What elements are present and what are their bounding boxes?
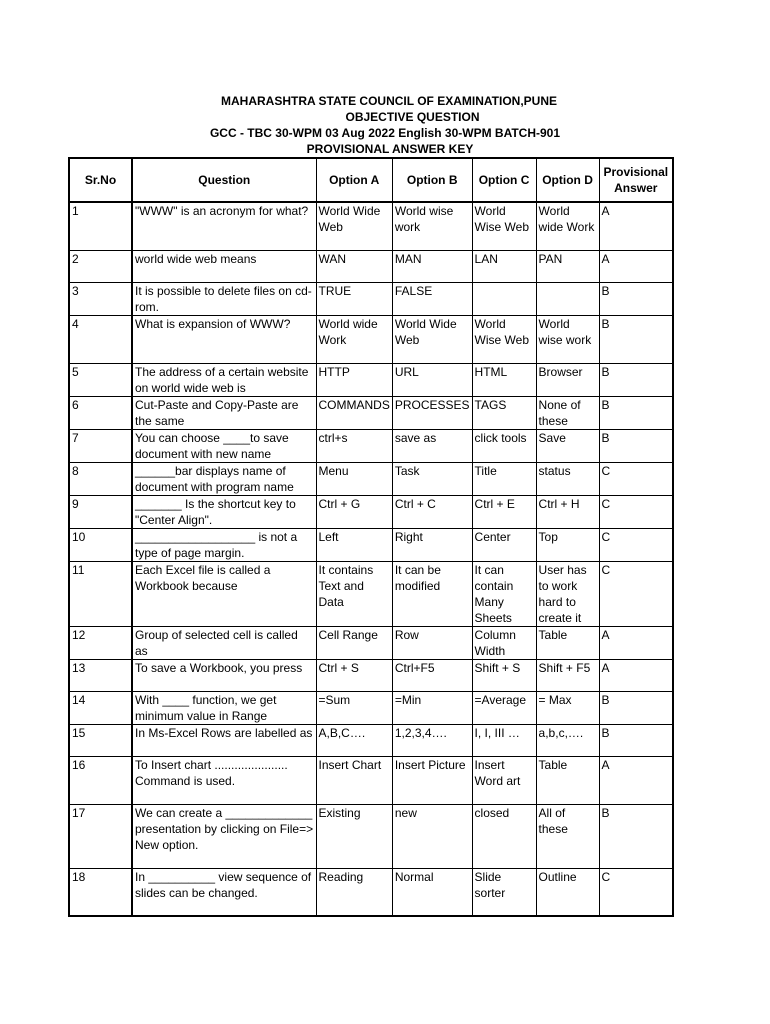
- document-header: [0, 93, 770, 157]
- answer-cell: C: [599, 462, 673, 495]
- option-d-cell: Top: [536, 528, 599, 561]
- table-row: [69, 724, 673, 756]
- header-title: PROVISIONAL ANSWER KEY: [306, 142, 474, 156]
- answer-cell: A: [599, 250, 673, 282]
- option-a-cell: WAN: [316, 250, 392, 282]
- option-c-cell: World Wise Web: [472, 202, 536, 250]
- option-b-cell: Task: [392, 462, 472, 495]
- answer-cell: B: [599, 724, 673, 756]
- table-row: [69, 462, 673, 495]
- sr-cell: 17: [69, 804, 132, 868]
- sr-cell: 2: [69, 250, 132, 282]
- answer-cell: A: [599, 756, 673, 804]
- option-d-cell: = Max: [536, 691, 599, 724]
- col-header-question: Question: [132, 158, 316, 202]
- option-c-cell: Ctrl + E: [472, 495, 536, 528]
- answer-cell: B: [599, 396, 673, 429]
- header-row: [69, 158, 673, 202]
- question-cell: The address of a certain website on world wide web is: [132, 363, 316, 396]
- option-b-cell: Row: [392, 626, 472, 659]
- option-c-cell: LAN: [472, 250, 536, 282]
- answer-cell: A: [599, 202, 673, 250]
- option-a-cell: TRUE: [316, 282, 392, 315]
- option-d-cell: World wide Work: [536, 202, 599, 250]
- option-c-cell: World Wise Web: [472, 315, 536, 363]
- sr-cell: 3: [69, 282, 132, 315]
- option-a-cell: Menu: [316, 462, 392, 495]
- option-a-cell: Existing: [316, 804, 392, 868]
- option-a-cell: HTTP: [316, 363, 392, 396]
- question-cell: It is possible to delete files on cd-rom.: [132, 282, 316, 315]
- option-a-cell: Left: [316, 528, 392, 561]
- col-header-option-c: Option C: [472, 158, 536, 202]
- question-cell: Each Excel file is called a Workbook because: [132, 561, 316, 626]
- option-c-cell: Slide sorter: [472, 868, 536, 916]
- question-cell: world wide web means: [132, 250, 316, 282]
- option-c-cell: TAGS: [472, 396, 536, 429]
- option-d-cell: Save: [536, 429, 599, 462]
- question-cell: To save a Workbook, you press: [132, 659, 316, 691]
- option-a-cell: World Wide Web: [316, 202, 392, 250]
- answer-cell: B: [599, 429, 673, 462]
- option-b-cell: World wise work: [392, 202, 472, 250]
- table-row: [69, 528, 673, 561]
- table-row: [69, 756, 673, 804]
- option-a-cell: World wide Work: [316, 315, 392, 363]
- sr-cell: 5: [69, 363, 132, 396]
- table-row: [69, 282, 673, 315]
- option-d-cell: All of these: [536, 804, 599, 868]
- option-b-cell: FALSE: [392, 282, 472, 315]
- option-b-cell: World Wide Web: [392, 315, 472, 363]
- table-row: [69, 561, 673, 626]
- option-c-cell: Insert Word art: [472, 756, 536, 804]
- option-b-cell: Ctrl + C: [392, 495, 472, 528]
- option-a-cell: Ctrl + S: [316, 659, 392, 691]
- option-c-cell: Center: [472, 528, 536, 561]
- table-row: [69, 429, 673, 462]
- option-b-cell: Insert Picture: [392, 756, 472, 804]
- question-cell: _______ Is the shortcut key to "Center Align".: [132, 495, 316, 528]
- question-cell: To Insert chart ...................... Command is used.: [132, 756, 316, 804]
- sr-cell: 14: [69, 691, 132, 724]
- option-c-cell: HTML: [472, 363, 536, 396]
- option-d-cell: status: [536, 462, 599, 495]
- sr-cell: 1: [69, 202, 132, 250]
- option-d-cell: Ctrl + H: [536, 495, 599, 528]
- option-b-cell: 1,2,3,4….: [392, 724, 472, 756]
- col-header-answer: Provisional Answer: [599, 158, 673, 202]
- option-b-cell: MAN: [392, 250, 472, 282]
- answer-cell: B: [599, 691, 673, 724]
- answer-cell: C: [599, 528, 673, 561]
- option-d-cell: PAN: [536, 250, 599, 282]
- answer-cell: B: [599, 315, 673, 363]
- col-header-option-d: Option D: [536, 158, 599, 202]
- option-a-cell: Ctrl + G: [316, 495, 392, 528]
- header-exam: GCC - TBC 30-WPM 03 Aug 2022 English 30-WPM BATCH-901: [209, 126, 561, 140]
- question-cell: In Ms-Excel Rows are labelled as: [132, 724, 316, 756]
- option-c-cell: [472, 282, 536, 315]
- option-d-cell: User has to work hard to create it: [536, 561, 599, 626]
- option-a-cell: ctrl+s: [316, 429, 392, 462]
- option-d-cell: a,b,c,….: [536, 724, 599, 756]
- header-council: MAHARASHTRA STATE COUNCIL OF EXAMINATION,PUNE: [221, 94, 557, 108]
- option-b-cell: Right: [392, 528, 472, 561]
- sr-cell: 18: [69, 868, 132, 916]
- sr-cell: 11: [69, 561, 132, 626]
- option-d-cell: Table: [536, 626, 599, 659]
- option-d-cell: Browser: [536, 363, 599, 396]
- option-d-cell: Table: [536, 756, 599, 804]
- option-d-cell: World wise work: [536, 315, 599, 363]
- table-row: [69, 659, 673, 691]
- table-row: [69, 691, 673, 724]
- table-row: [69, 315, 673, 363]
- table-row: [69, 202, 673, 250]
- option-b-cell: =Min: [392, 691, 472, 724]
- question-cell: You can choose ____to save document with new name: [132, 429, 316, 462]
- sr-cell: 15: [69, 724, 132, 756]
- option-d-cell: [536, 282, 599, 315]
- sr-cell: 4: [69, 315, 132, 363]
- question-cell: In __________ view sequence of slides can be changed.: [132, 868, 316, 916]
- option-b-cell: URL: [392, 363, 472, 396]
- col-header-sr: Sr.No: [69, 158, 132, 202]
- header-subtitle: OBJECTIVE QUESTION: [345, 110, 480, 124]
- option-c-cell: click tools: [472, 429, 536, 462]
- option-b-cell: Ctrl+F5: [392, 659, 472, 691]
- option-c-cell: Title: [472, 462, 536, 495]
- option-d-cell: Outline: [536, 868, 599, 916]
- option-d-cell: None of these: [536, 396, 599, 429]
- sr-cell: 13: [69, 659, 132, 691]
- sr-cell: 7: [69, 429, 132, 462]
- option-b-cell: PROCESSES: [392, 396, 472, 429]
- sr-cell: 9: [69, 495, 132, 528]
- question-cell: Group of selected cell is called as: [132, 626, 316, 659]
- option-a-cell: COMMANDS: [316, 396, 392, 429]
- sr-cell: 16: [69, 756, 132, 804]
- answer-cell: C: [599, 868, 673, 916]
- option-a-cell: It contains Text and Data: [316, 561, 392, 626]
- option-b-cell: It can be modified: [392, 561, 472, 626]
- question-cell: ______bar displays name of document with program name: [132, 462, 316, 495]
- table-row: [69, 626, 673, 659]
- question-cell: Cut-Paste and Copy-Paste are the same: [132, 396, 316, 429]
- answer-cell: A: [599, 626, 673, 659]
- table-row: [69, 495, 673, 528]
- answer-cell: C: [599, 561, 673, 626]
- answer-cell: B: [599, 282, 673, 315]
- option-a-cell: =Sum: [316, 691, 392, 724]
- sr-cell: 6: [69, 396, 132, 429]
- answer-cell: B: [599, 804, 673, 868]
- col-header-option-a: Option A: [316, 158, 392, 202]
- table-row: [69, 804, 673, 868]
- sr-cell: 10: [69, 528, 132, 561]
- option-b-cell: new: [392, 804, 472, 868]
- option-a-cell: Reading: [316, 868, 392, 916]
- sr-cell: 8: [69, 462, 132, 495]
- option-c-cell: Column Width: [472, 626, 536, 659]
- option-a-cell: Cell Range: [316, 626, 392, 659]
- option-a-cell: Insert Chart: [316, 756, 392, 804]
- question-cell: With ____ function, we get minimum value in Range: [132, 691, 316, 724]
- question-cell: "WWW" is an acronym for what?: [132, 202, 316, 250]
- option-c-cell: It can contain Many Sheets: [472, 561, 536, 626]
- answer-cell: A: [599, 659, 673, 691]
- option-c-cell: =Average: [472, 691, 536, 724]
- table-row: [69, 868, 673, 916]
- question-cell: We can create a _____________ presentation by clicking on File=> New option.: [132, 804, 316, 868]
- question-cell: What is expansion of WWW?: [132, 315, 316, 363]
- option-b-cell: Normal: [392, 868, 472, 916]
- option-c-cell: I, I, III …: [472, 724, 536, 756]
- option-c-cell: closed: [472, 804, 536, 868]
- option-c-cell: Shift + S: [472, 659, 536, 691]
- table-row: [69, 250, 673, 282]
- option-d-cell: Shift + F5: [536, 659, 599, 691]
- option-a-cell: A,B,C….: [316, 724, 392, 756]
- question-cell: __________________ is not a type of page margin.: [132, 528, 316, 561]
- answer-cell: B: [599, 363, 673, 396]
- sr-cell: 12: [69, 626, 132, 659]
- answer-cell: C: [599, 495, 673, 528]
- col-header-option-b: Option B: [392, 158, 472, 202]
- option-b-cell: save as: [392, 429, 472, 462]
- table-row: [69, 363, 673, 396]
- answer-key-table: [68, 157, 674, 917]
- table-row: [69, 396, 673, 429]
